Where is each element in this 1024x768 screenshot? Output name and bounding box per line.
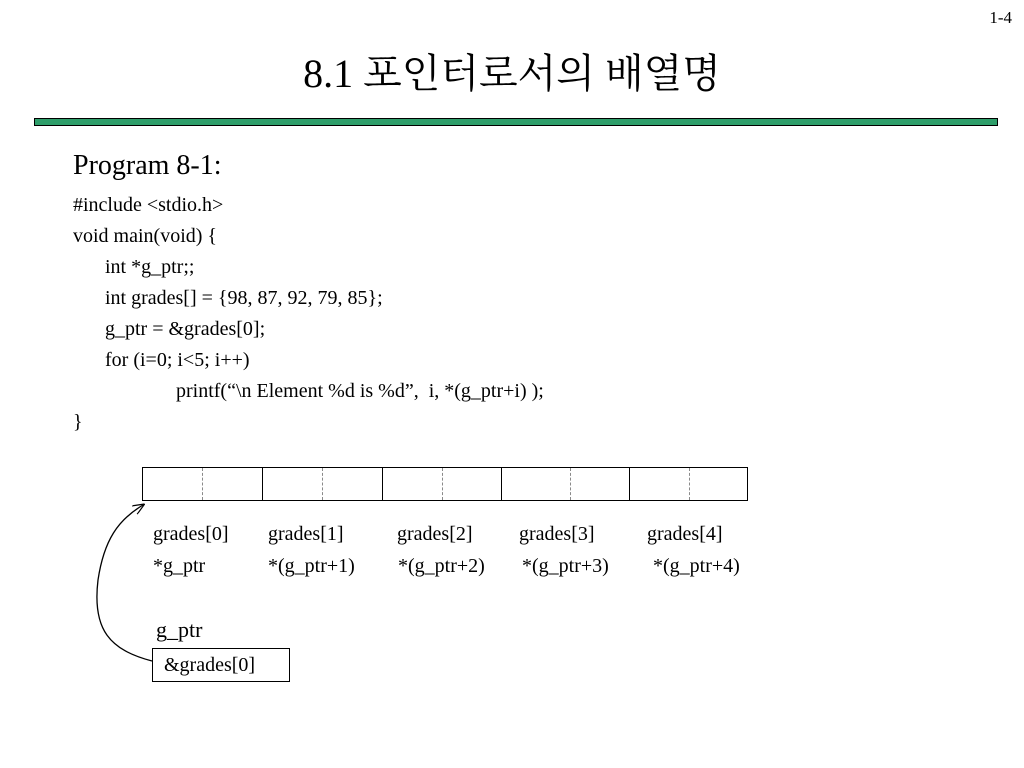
code-line-decl-array: int grades[] = {98, 87, 92, 79, 85}; (105, 287, 383, 309)
pointer-expr-3: *(g_ptr+3) (522, 555, 609, 577)
slide-title: 8.1 포인터로서의 배열명 (303, 51, 721, 96)
element-label-2: grades[2] (397, 523, 473, 545)
code-line-main: void main(void) { (73, 225, 218, 247)
program-heading: Program 8-1: (73, 150, 222, 181)
element-label-3: grades[3] (519, 523, 595, 545)
pointer-expr-1: *(g_ptr+1) (268, 555, 355, 577)
pointer-arrow-line (97, 505, 152, 661)
pointer-variable-name: g_ptr (156, 617, 203, 642)
code-line-close-brace: } (73, 411, 83, 433)
pointer-expr-0: *g_ptr (153, 555, 206, 577)
page-number: 1-4 (989, 8, 1012, 27)
element-label-1: grades[1] (268, 523, 344, 545)
code-line-printf: printf(“\n Element %d is %d”, i, *(g_ptr+i) ); (176, 380, 544, 402)
element-label-0: grades[0] (153, 523, 229, 545)
code-line-assign: g_ptr = &grades[0]; (105, 318, 266, 340)
pointer-expr-4: *(g_ptr+4) (653, 555, 740, 577)
pointer-expr-2: *(g_ptr+2) (398, 555, 485, 577)
pointer-value-box: &grades[0] (152, 648, 290, 682)
code-line-include: #include <stdio.h> (73, 194, 224, 216)
element-label-4: grades[4] (647, 523, 723, 545)
code-line-decl-ptr: int *g_ptr;; (105, 256, 195, 278)
code-line-for: for (i=0; i<5; i++) (105, 349, 250, 371)
